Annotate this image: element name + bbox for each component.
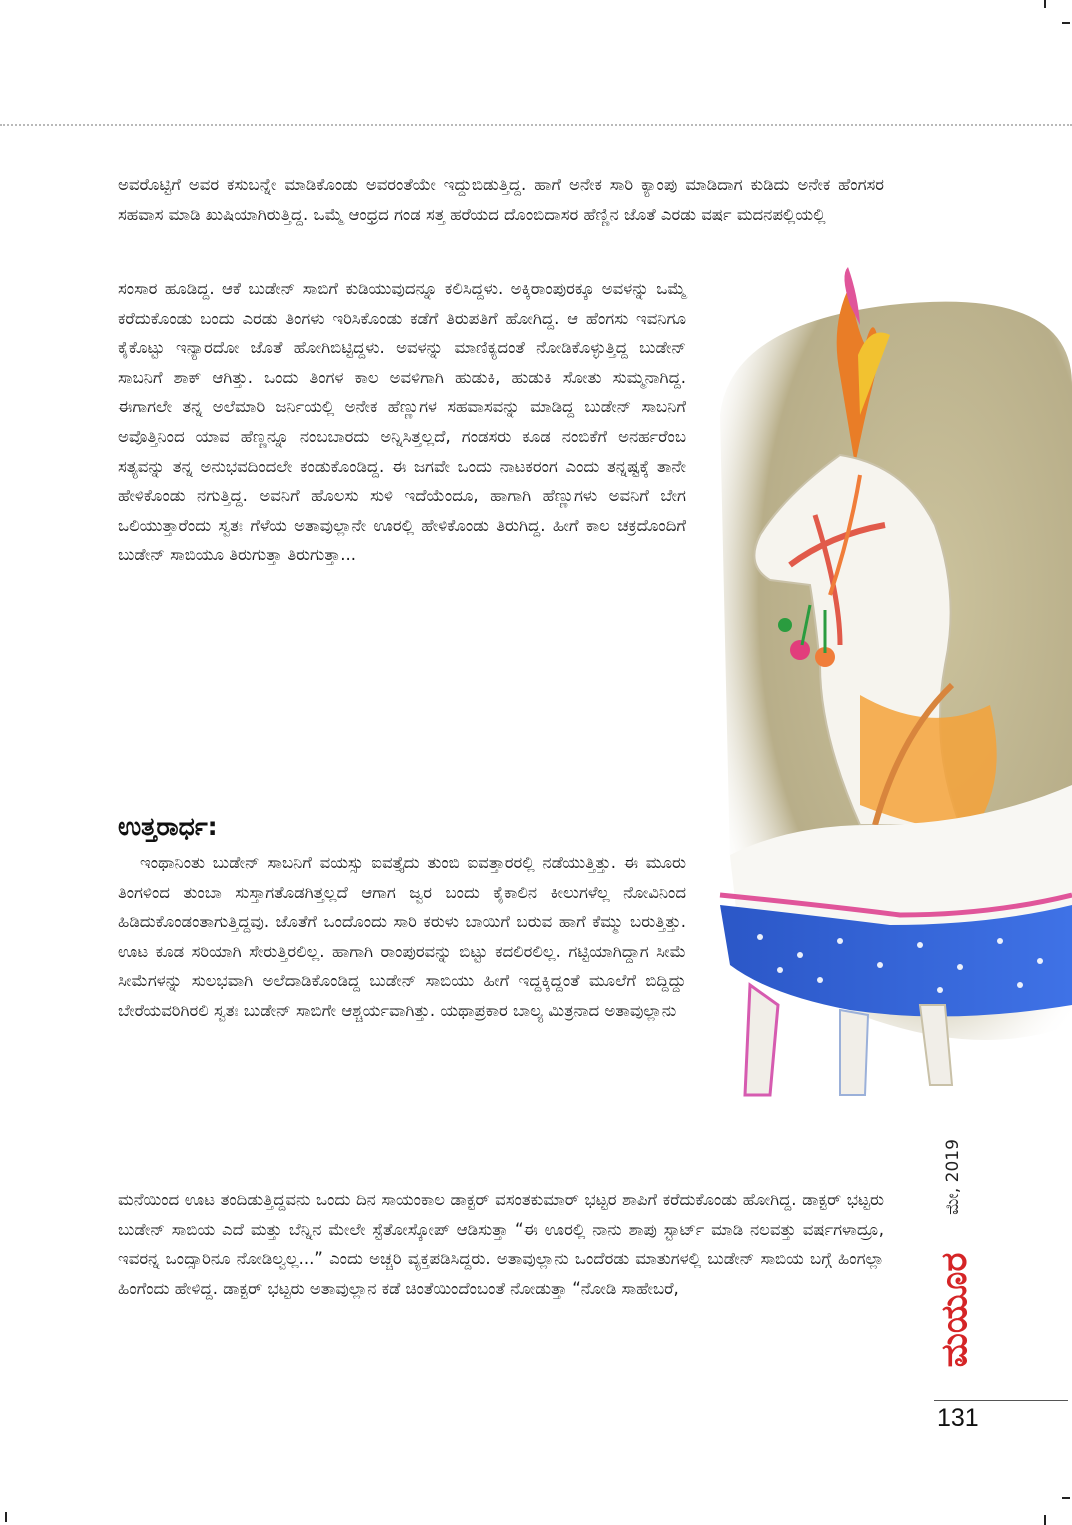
horse-painting-svg bbox=[690, 265, 1072, 1115]
header-dotted-rule bbox=[0, 124, 1072, 126]
page-number: 131 bbox=[937, 1404, 979, 1432]
crop-mark-top bbox=[1044, 0, 1046, 8]
magazine-name: ಮಯೂರ bbox=[934, 1252, 975, 1368]
paragraph-4: ಮನೆಯಿಂದ ಊಟ ತಂದಿಡುತ್ತಿದ್ದವನು ಒಂದು ದಿನ ಸಾಯಂಕಾಲ ಡಾಕ್ಟರ್ ವಸಂತಕುಮಾರ್ ಭಟ್ಟರ ಶಾಪಿಗೆ ಕರೆದುಕೊಂಡು ಹೋಗಿದ್ದ. ಡಾಕ್ಟರ್ ಭಟ್ಟರು ಬುಡೇನ್ ಸಾಬಿಯ ಎದೆ ಮತ್ತು ಬೆನ್ನಿನ ಮೇಲೇ ಸ್ಟೆತೋಸ್ಕೋಪ್ ಆಡಿಸುತ್ತಾ “ಈ ಊರಲ್ಲಿ ನಾನು ಶಾಪು ಸ್ಟಾರ್ಟ್ ಮಾಡಿ ನಲವತ್ತು ವರ್ಷಗಳಾದ್ರೂ, ಇವರನ್ನ ಒಂದ್ಸಾರಿನೂ ನೋಡಿಲ್ವಲ್ಲ...” ಎಂದು ಅಚ್ಚರಿ ವ್ಯಕ್ತಪಡಿಸಿದ್ದರು. ಅತಾವುಲ್ಲಾನು ಒಂದೆರಡು ಮಾತುಗಳಲ್ಲಿ ಬುಡೇನ್ ಸಾಬಿಯ ಬಗ್ಗೆ ಹಿಂಗಲ್ಲಾ ಹಿಂಗೆಂದು ಹೇಳಿದ್ದ. ಡಾಕ್ಟರ್ ಭಟ್ಟರು ಅತಾವುಲ್ಲಾನ ಕಡೆ ಚಿಂತೆಯಿಂದೆಂಬಂತೆ ನೋಡುತ್ತಾ “ನೋಡಿ ಸಾಹೇಬರೆ, bbox=[118, 1190, 884, 1298]
crop-mark-right-bottom bbox=[1062, 1497, 1070, 1499]
crop-mark-bottom-left bbox=[5, 1512, 7, 1522]
folio-rule bbox=[934, 1400, 1068, 1401]
paragraph-3: ಇಂಥಾನಿಂತು ಬುಡೇನ್ ಸಾಬನಿಗೆ ವಯಸ್ಸು ಐವತ್ತೈದು ತುಂಬಿ ಐವತ್ತಾರರಲ್ಲಿ ನಡೆಯುತ್ತಿತ್ತು. ಈ ಮೂರು ತಿಂಗಳಿಂದ ತುಂಬಾ ಸುಸ್ತಾಗತೊಡಗಿತ್ತಲ್ಲದೆ ಆಗಾಗ ಜ್ವರ ಬಂದು ಕೈಕಾಲಿನ ಕೀಲುಗಳೆಲ್ಲ ನೋವಿನಿಂದ ಹಿಡಿದುಕೊಂಡಂತಾಗುತ್ತಿದ್ದವು. ಜೊತೆಗೆ ಒಂದೊಂದು ಸಾರಿ ಕರುಳು ಬಾಯಿಗೆ ಬರುವ ಹಾಗೆ ಕೆಮ್ಮು ಬರುತ್ತಿತ್ತು. ಊಟ ಕೂಡ ಸರಿಯಾಗಿ ಸೇರುತ್ತಿರಲಿಲ್ಲ. ಹಾಗಾಗಿ ರಾಂಪುರವನ್ನು ಬಿಟ್ಟು ಕದಲಿರಲಿಲ್ಲ. ಗಟ್ಟಿಯಾಗಿದ್ದಾಗ ಸೀಮೆ ಸೀಮೆಗಳನ್ನು ಸುಲಭವಾಗಿ ಅಲೆದಾಡಿಕೊಂಡಿದ್ದ ಬುಡೇನ್ ಸಾಬಿಯು ಹೀಗೆ ಇದ್ದಕ್ಕಿದ್ದಂತೆ ಮೂಲೆಗೆ ಬಿದ್ದಿದ್ದು ಬೇರೆಯವರಿಗಿರಲಿ ಸ್ವತಃ ಬುಡೇನ್ ಸಾಬಿಗೇ ಆಶ್ಚರ್ಯವಾಗಿತ್ತು. ಯಥಾಪ್ರಕಾರ ಬಾಲ್ಯ ಮಿತ್ರನಾದ ಅತಾವುಲ್ಲಾನು bbox=[118, 853, 686, 1020]
painted-horse-illustration bbox=[690, 265, 1072, 1115]
issue-date: ಮೇ, 2019 bbox=[943, 1139, 963, 1215]
crop-mark-bottom-right bbox=[1044, 1515, 1046, 1525]
paragraph-2: ಸಂಸಾರ ಹೂಡಿದ್ದ. ಆಕೆ ಬುಡೇನ್ ಸಾಬಿಗೆ ಕುಡಿಯುವುದನ್ನೂ ಕಲಿಸಿದ್ದಳು. ಅಕ್ಕಿರಾಂಪುರಕ್ಕೂ ಅವಳನ್ನು ಒಮ್ಮೆ ಕರೆದುಕೊಂಡು ಬಂದು ಎರಡು ತಿಂಗಳು ಇರಿಸಿಕೊಂಡು ಕಡೆಗೆ ತಿರುಪತಿಗೆ ಹೋಗಿದ್ದ. ಆ ಹೆಂಗಸು ಇವನಿಗೂ ಕೈಕೊಟ್ಟು ಇನ್ಯಾರದೋ ಜೊತೆ ಹೋಗಿಬಿಟ್ಟಿದ್ದಳು. ಅವಳನ್ನು ಮಾಣಿಕ್ಯದಂತೆ ನೋಡಿಕೊಳ್ಳುತ್ತಿದ್ದ ಬುಡೇನ್ ಸಾಬನಿಗೆ ಶಾಕ್ ಆಗಿತ್ತು. ಒಂದು ತಿಂಗಳ ಕಾಲ ಅವಳಿಗಾಗಿ ಹುಡುಕಿ, ಹುಡುಕಿ ಸೋತು ಸುಮ್ಮನಾಗಿದ್ದ. ಈಗಾಗಲೇ ತನ್ನ ಅಲೆಮಾರಿ ಜರ್ನಿಯಲ್ಲಿ ಅನೇಕ ಹೆಣ್ಣುಗಳ ಸಹವಾಸವನ್ನು ಮಾಡಿದ್ದ ಬುಡೇನ್ ಸಾಬನಿಗೆ ಅವೊತ್ತಿನಿಂದ ಯಾವ ಹೆಣ್ಣನ್ನೂ ನಂಬಬಾರದು ಅನ್ನಿಸಿತ್ತಲ್ಲದೆ, ಗಂಡಸರು ಕೂಡ ನಂಬಿಕೆಗೆ ಅನರ್ಹರೆಂಬ ಸತ್ಯವನ್ನು ತನ್ನ ಅನುಭವದಿಂದಲೇ ಕಂಡುಕೊಂಡಿದ್ದ. ಈ ಜಗವೇ ಒಂದು ನಾಟಕರಂಗ ಎಂದು ತನ್ನಷ್ಟಕ್ಕೆ ತಾನೇ ಹೇಳಿಕೊಂಡು ನಗುತ್ತಿದ್ದ. ಅವನಿಗೆ ಹೊಲಸು ಸುಳಿ ಇದೆಯೆಂದೂ, ಹಾಗಾಗಿ ಹೆಣ್ಣುಗಳು ಅವನಿಗೆ ಬೇಗ ಒಲಿಯುತ್ತಾರೆಂದು ಸ್ವತಃ ಗೆಳೆಯ ಅತಾವುಲ್ಲಾನೇ ಊರಲ್ಲಿ ಹೇಳಿಕೊಂಡು ತಿರುಗಿದ್ದ. ಹೀಗೆ ಕಾಲ ಚಕ್ರದೊಂದಿಗೆ ಬುಡೇನ್ ಸಾಬಿಯೂ ತಿರುಗುತ್ತಾ ತಿರುಗುತ್ತಾ... bbox=[118, 279, 686, 565]
section-heading: ಉತ್ತರಾರ್ಧ: bbox=[118, 812, 218, 841]
paragraph-1: ಅವರೊಟ್ಟಿಗೆ ಅವರ ಕಸುಬನ್ನೇ ಮಾಡಿಕೊಂಡು ಅವರಂತೆಯೇ ಇದ್ದುಬಿಡುತ್ತಿದ್ದ. ಹಾಗೆ ಅನೇಕ ಸಾರಿ ಕ್ಯಾಂಪು ಮಾಡಿದಾಗ ಕುಡಿದು ಅನೇಕ ಹೆಂಗಸರ ಸಹವಾಸ ಮಾಡಿ ಖುಷಿಯಾಗಿರುತ್ತಿದ್ದ. ಒಮ್ಮೆ ಆಂಧ್ರದ ಗಂಡ ಸತ್ತ ಹರೆಯದ ದೊಂಬಿದಾಸರ ಹೆಣ್ಣಿನ ಜೊತೆ ಎರಡು ವರ್ಷ ಮದನಪಲ್ಲಿಯಲ್ಲಿ bbox=[118, 175, 884, 224]
crop-mark-right-top bbox=[1062, 22, 1070, 24]
